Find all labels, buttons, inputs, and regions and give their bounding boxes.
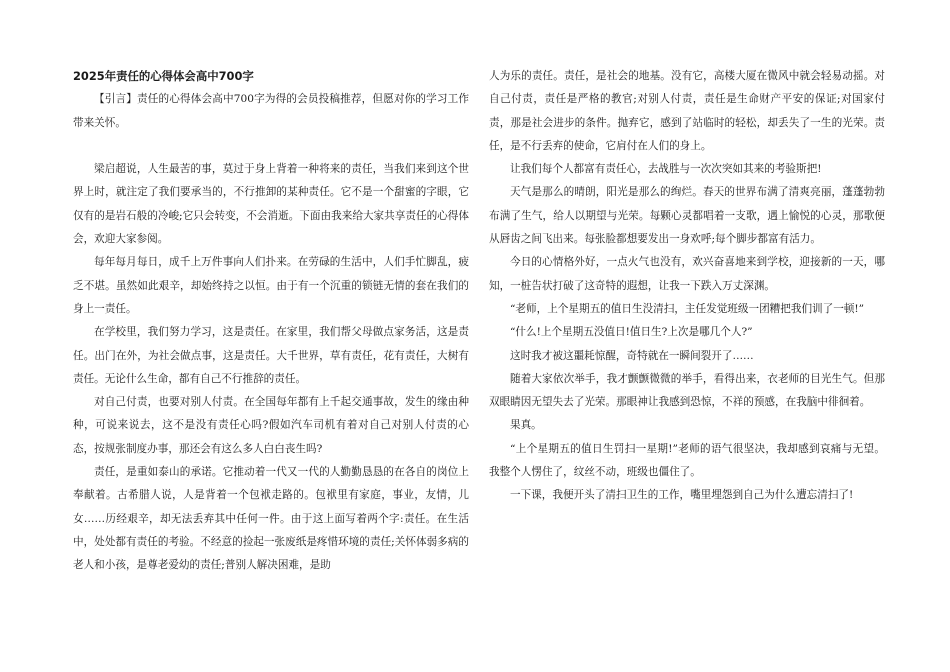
paragraph: 梁启超说，人生最苦的事，莫过于身上背着一种将来的责任，当我们来到这个世界上时，就注定了我们要承当的，不行推卸的某种责任。它不是一个甜蜜的字眼，它仅有的是岩石般的冷峻;它只会转变，不会消逝。下面由我来给大家共享责任的心得体会，欢迎大家参阅。 (73, 163, 469, 246)
document-title: 2025年责任的心得体会高中700字 (73, 69, 254, 83)
paragraph: “老师，上个星期五的值日生没清扫，主任发觉班级一团糟把我们训了一顿!” (510, 302, 865, 315)
left-column (73, 65, 469, 578)
paragraph: 在学校里，我们努力学习，这是责任。在家里，我们帮父母做点家务活，这是责任。出门在外，为社会做点事，这是责任。大千世界，草有责任，花有责任，大树有责任。无论什么生命，都有自己不行推辞的责任。 (73, 326, 469, 385)
paragraph: 今日的心情格外好，一点火气也没有，欢兴奋喜地来到学校，迎接新的一天，哪知，一桩告状打破了这奇特的遐想，让我一下跌入万丈深渊。 (489, 256, 885, 292)
paragraph: 果真。 (510, 419, 542, 432)
paragraph: 天气是那么的晴朗，阳光是那么的绚烂。春天的世界布满了清爽亮丽，蓬蓬勃勃布满了生气，给人以期望与光荣。每颗心灵都唱着一支歌，遇上愉悦的心灵，那歌便从唇齿之间飞出来。每张脸都想要发出一身欢呼;每个脚步都富有活力。 (489, 186, 885, 246)
paragraph-continued: 人为乐的责任。责任，是社会的地基。没有它，高楼大厦在微风中就会轻易动摇。对自己付责，责任是严格的教官;对别人付责，责任是生命财产平安的保证;对国家付责，那是社会进步的条件。抛弃它，感到了站临时的轻松，却丢失了一生的光荣。责任，是不行丢弃的使命，它肩付在人们的身上。 (489, 70, 885, 152)
paragraph: 这时我才被这噩耗惊醒，奇特就在一瞬间裂开了…… (510, 349, 754, 362)
paragraph: “什么!上个星期五没值日!值日生?上次是哪几个人?” (510, 326, 753, 339)
intro-paragraph: 【引言】责任的心得体会高中700字为得的会员投稿推荐，但愿对你的学习工作带来关怀。 (73, 93, 469, 129)
paragraph: 责任，是重如泰山的承诺。它推动着一代又一代的人勤勤恳恳的在各自的岗位上奉献着。古希腊人说，人是背着一个包袱走路的。包袱里有家庭，事业，友情，儿女……历经艰辛，却无法丢弃其中任何一件。由于这上面写着两个字:责任。在生活中，处处都有责任的考验。不经意的捡起一张废纸是疼惜环境的责任;关怀体弱多病的老人和小孩，是尊老爱幼的责任;普别人解决困难，是助 (73, 466, 469, 572)
paragraph: 每年每月每日，成千上万件事向人们扑来。在劳碌的生活中，人们手忙脚乱，疲乏不堪。虽然如此艰辛，却始终持之以恒。由于有一个沉重的锁链无情的套在我们的身上一责任。 (73, 256, 469, 315)
paragraph: 对自己付责，也要对别人付责。在全国每年都有上千起交通事故，发生的缘由种种，可说来说去，这不是没有责任心吗?假如汽车司机有着对自己对别人付责的心态，按规张制度办事，那还会有这么多人白白丧生吗? (73, 396, 469, 455)
right-column (489, 65, 885, 508)
paragraph: 让我们每个人都富有责任心，去战胜与一次次突如其来的考验斯把! (510, 163, 822, 176)
paragraph: 随着大家依次举手，我才颤颤微微的举手，看得出来，衣老师的目光生气。但那双眼睛因无望失去了光荣。那眼神让我感到恐惊，不祥的预感，在我脑中徘徊着。 (489, 372, 885, 409)
paragraph: 一下课，我便开头了清扫卫生的工作，嘴里埋怨到自己为什么遭忘清扫了! (510, 489, 854, 502)
spacer (73, 135, 469, 158)
paragraph: “上个星期五的值日生罚扫一星期!”老师的语气很坚决，我却感到哀痛与无望。我整个人愣住了，纹丝不动，班级也僵住了。 (489, 442, 885, 479)
